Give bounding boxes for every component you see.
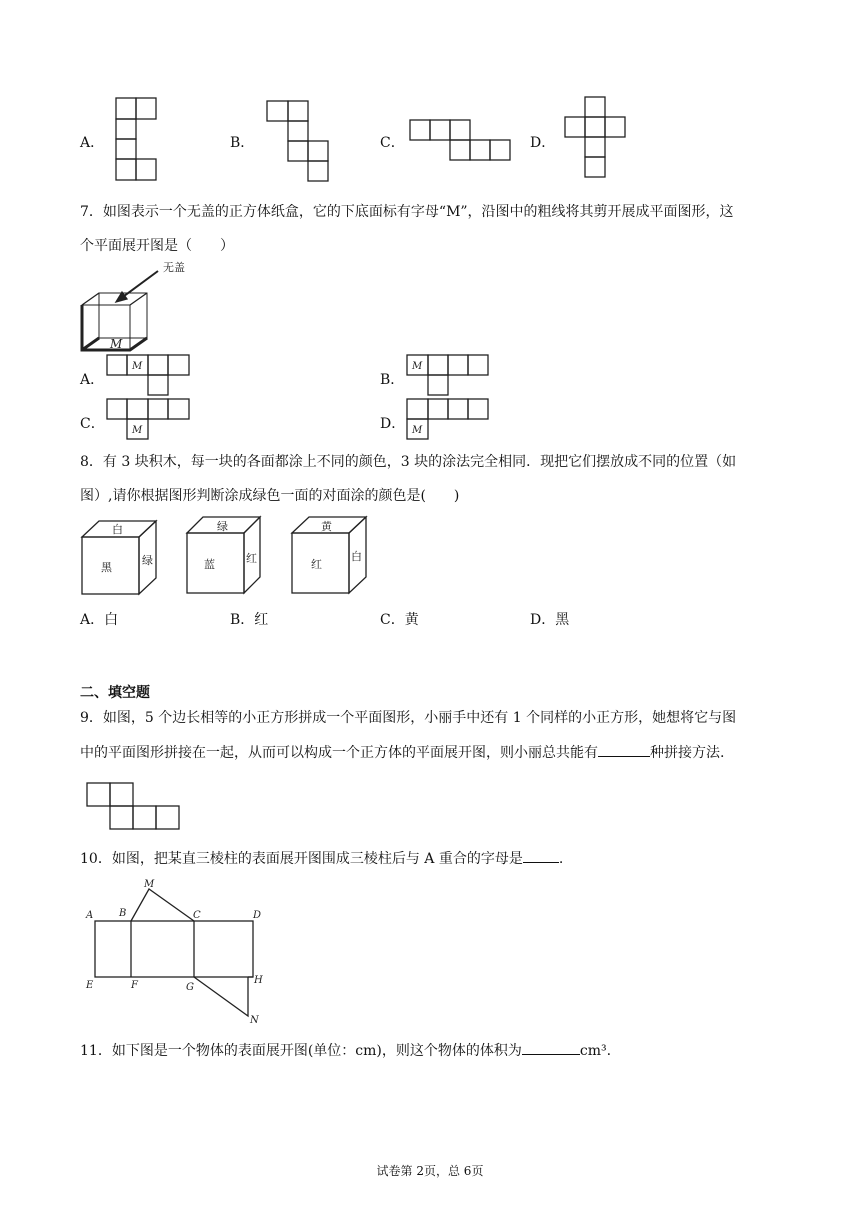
q10-label-m: M bbox=[144, 879, 155, 890]
q9-stem-line1: 9．如图，5 个边长相等的小正方形拼成一个平面图形，小丽手中还有 1 个同样的小正方形，她想将它与图 bbox=[80, 710, 737, 726]
q8-cube-3-top: 黄 bbox=[321, 520, 332, 533]
q6-option-c-label: C． bbox=[380, 135, 405, 151]
q10-label-g: G bbox=[186, 982, 194, 993]
q8-option-a: A．白 bbox=[80, 612, 119, 628]
q11-stem bbox=[80, 1040, 611, 1061]
q7-option-a-label: A． bbox=[80, 372, 105, 388]
q7-stem-line2: 个平面展开图是（ ） bbox=[80, 238, 234, 254]
q8-cube-1-front: 黑 bbox=[101, 561, 112, 574]
q10-label-n: N bbox=[250, 1015, 259, 1026]
q8-stem-line2: 图）,请你根据图形判断涂成绿色一面的对面涂的颜色是( ) bbox=[80, 488, 460, 504]
q8-cube-2-front: 蓝 bbox=[204, 558, 215, 571]
q8-cube-2-top: 绿 bbox=[217, 520, 228, 533]
q10-stem-end: . bbox=[558, 851, 564, 867]
q8-cube-3-right: 白 bbox=[351, 550, 362, 563]
q10-label-f: F bbox=[131, 980, 138, 991]
q7-lid-label: 无盖 bbox=[163, 261, 185, 274]
q10-label-e: E bbox=[86, 980, 94, 991]
page-footer: 试卷第 2页，总 6页 bbox=[376, 1164, 484, 1178]
q10-label-a: A bbox=[86, 910, 94, 921]
q7-option-b-letter: M bbox=[412, 361, 423, 372]
q7-option-d-label: D． bbox=[380, 416, 406, 432]
q9-stem-line2-tail: 种拼接方法. bbox=[650, 745, 725, 761]
q8-stem-line1: 8．有 3 块积木，每一块的各面都涂上不同的颜色，3 块的涂法完全相同．现把它们摆放成不同的位置（如 bbox=[80, 454, 737, 470]
section-fill-in-title: 二、填空题 bbox=[80, 685, 150, 701]
q9-stem-line2-text: 中的平面图形拼接在一起，从而可以构成一个正方体的平面展开图，则小丽总共能有 bbox=[80, 745, 598, 761]
q8-option-c: C．黄 bbox=[380, 612, 419, 628]
q8-option-b: B．红 bbox=[230, 612, 269, 628]
q10-stem-letter-a: A bbox=[424, 851, 435, 867]
q7-option-b-label: B． bbox=[380, 372, 405, 388]
q8-cube-1-right: 绿 bbox=[142, 554, 153, 567]
q6-option-a-label: A． bbox=[80, 135, 105, 151]
q8-cube-1-top: 白 bbox=[112, 523, 123, 536]
q7-option-a-letter: M bbox=[132, 361, 143, 372]
q6-option-b-label: B． bbox=[230, 135, 255, 151]
q8-option-d: D．黑 bbox=[530, 612, 570, 628]
q11-answer-blank[interactable] bbox=[522, 1040, 580, 1055]
q6-option-d-label: D． bbox=[530, 135, 556, 151]
q7-option-c-label: C． bbox=[80, 416, 105, 432]
q7-option-d-letter: M bbox=[412, 425, 423, 436]
q10-label-h: H bbox=[254, 975, 263, 986]
q11-stem-text: 11．如下图是一个物体的表面展开图(单位：cm)，则这个物体的体积为 bbox=[80, 1043, 522, 1059]
q10-label-b: B bbox=[119, 908, 127, 919]
q7-stem-line1: 7．如图表示一个无盖的正方体纸盒，它的下底面标有字母“M”，沿图中的粗线将其剪开展成平面图形，这 bbox=[80, 204, 734, 220]
q10-stem-text-a: 10．如图，把某直三棱柱的表面展开图围成三棱柱后与 bbox=[80, 851, 420, 867]
q11-stem-unit: cm³. bbox=[579, 1043, 612, 1059]
q10-stem-text-c: 重合的字母是 bbox=[438, 851, 523, 867]
q10-label-c: C bbox=[193, 910, 201, 921]
q7-cube-letter: M bbox=[110, 337, 123, 351]
q7-option-c-letter: M bbox=[132, 425, 143, 436]
q10-label-d: D bbox=[253, 910, 262, 921]
q8-cube-3-front: 红 bbox=[311, 558, 322, 571]
q8-cube-2-right: 红 bbox=[246, 552, 257, 565]
